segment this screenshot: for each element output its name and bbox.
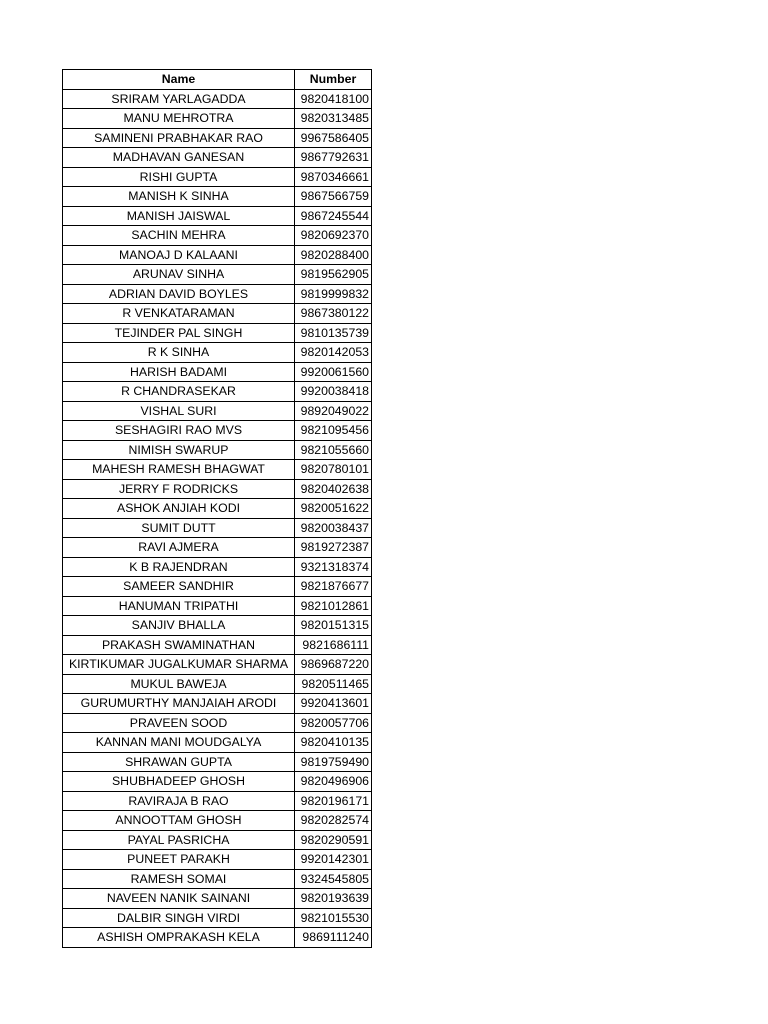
name-cell: ADRIAN DAVID BOYLES [63, 284, 295, 304]
table-row [63, 226, 372, 246]
name-cell: ANNOOTTAM GHOSH [63, 811, 295, 831]
table-row [63, 674, 372, 694]
number-cell: 9820780101 [295, 460, 372, 480]
table-row [63, 265, 372, 285]
name-cell: SHRAWAN GUPTA [63, 752, 295, 772]
table-row [63, 811, 372, 831]
table-row [63, 499, 372, 519]
table-row [63, 167, 372, 187]
number-cell: 9820051622 [295, 499, 372, 519]
number-cell: 9810135739 [295, 323, 372, 343]
number-cell: 9867380122 [295, 304, 372, 324]
number-cell: 9820418100 [295, 89, 372, 109]
number-cell: 9869687220 [295, 655, 372, 675]
table-header-row [63, 70, 372, 90]
table-row [63, 869, 372, 889]
table-row [63, 362, 372, 382]
name-cell: MANU MEHROTRA [63, 109, 295, 129]
name-cell: MUKUL BAWEJA [63, 674, 295, 694]
name-cell: NIMISH SWARUP [63, 440, 295, 460]
name-cell: RAMESH SOMAI [63, 869, 295, 889]
name-cell: RAVI AJMERA [63, 538, 295, 558]
table-row [63, 752, 372, 772]
table-row [63, 928, 372, 948]
name-cell: SESHAGIRI RAO MVS [63, 421, 295, 441]
name-cell: SACHIN MEHRA [63, 226, 295, 246]
number-cell: 9820193639 [295, 889, 372, 909]
number-cell: 9819999832 [295, 284, 372, 304]
number-cell: 9820402638 [295, 479, 372, 499]
table-row [63, 343, 372, 363]
name-cell: R K SINHA [63, 343, 295, 363]
name-cell: MAHESH RAMESH BHAGWAT [63, 460, 295, 480]
number-cell: 9920038418 [295, 382, 372, 402]
number-cell: 9821055660 [295, 440, 372, 460]
name-cell: SAMINENI PRABHAKAR RAO [63, 128, 295, 148]
table-body [63, 89, 372, 947]
name-cell: ARUNAV SINHA [63, 265, 295, 285]
name-cell: SUMIT DUTT [63, 518, 295, 538]
number-cell: 9920061560 [295, 362, 372, 382]
number-cell: 9920413601 [295, 694, 372, 714]
name-cell: MANOAJ D KALAANI [63, 245, 295, 265]
number-cell: 9821686111 [295, 635, 372, 655]
number-cell: 9820511465 [295, 674, 372, 694]
table-row [63, 284, 372, 304]
name-cell: ASHOK ANJIAH KODI [63, 499, 295, 519]
number-cell: 9867792631 [295, 148, 372, 168]
name-cell: JERRY F RODRICKS [63, 479, 295, 499]
name-cell: R CHANDRASEKAR [63, 382, 295, 402]
table-row [63, 206, 372, 226]
number-cell: 9821876677 [295, 577, 372, 597]
table-row [63, 401, 372, 421]
column-header-name: Name [63, 70, 295, 90]
number-cell: 9867245544 [295, 206, 372, 226]
table-row [63, 557, 372, 577]
name-cell: PUNEET PARAKH [63, 850, 295, 870]
table-row [63, 850, 372, 870]
name-cell: PRAVEEN SOOD [63, 713, 295, 733]
name-cell: DALBIR SINGH VIRDI [63, 908, 295, 928]
number-cell: 9820057706 [295, 713, 372, 733]
name-cell: PAYAL PASRICHA [63, 830, 295, 850]
table-row [63, 616, 372, 636]
name-cell: GURUMURTHY MANJAIAH ARODI [63, 694, 295, 714]
number-cell: 9869111240 [295, 928, 372, 948]
number-cell: 9821012861 [295, 596, 372, 616]
number-cell: 9321318374 [295, 557, 372, 577]
number-cell: 9819272387 [295, 538, 372, 558]
number-cell: 9820496906 [295, 772, 372, 792]
name-cell: VISHAL SURI [63, 401, 295, 421]
table-row [63, 538, 372, 558]
number-cell: 9821095456 [295, 421, 372, 441]
name-cell: KANNAN MANI MOUDGALYA [63, 733, 295, 753]
table-row [63, 908, 372, 928]
number-cell: 9867566759 [295, 187, 372, 207]
number-cell: 9324545805 [295, 869, 372, 889]
name-cell: K B RAJENDRAN [63, 557, 295, 577]
number-cell: 9820410135 [295, 733, 372, 753]
table-row [63, 460, 372, 480]
table-row [63, 109, 372, 129]
number-cell: 9820313485 [295, 109, 372, 129]
table-row [63, 304, 372, 324]
name-cell: TEJINDER PAL SINGH [63, 323, 295, 343]
name-cell: NAVEEN NANIK SAINANI [63, 889, 295, 909]
table-row [63, 713, 372, 733]
table-row [63, 479, 372, 499]
number-cell: 9820151315 [295, 616, 372, 636]
name-cell: SAMEER SANDHIR [63, 577, 295, 597]
number-cell: 9820282574 [295, 811, 372, 831]
name-cell: SANJIV BHALLA [63, 616, 295, 636]
name-cell: R VENKATARAMAN [63, 304, 295, 324]
table-row [63, 791, 372, 811]
number-cell: 9820196171 [295, 791, 372, 811]
name-cell: PRAKASH SWAMINATHAN [63, 635, 295, 655]
number-cell: 9821015530 [295, 908, 372, 928]
table-row [63, 694, 372, 714]
number-cell: 9820290591 [295, 830, 372, 850]
name-cell: KIRTIKUMAR JUGALKUMAR SHARMA [63, 655, 295, 675]
number-cell: 9870346661 [295, 167, 372, 187]
number-cell: 9820288400 [295, 245, 372, 265]
name-cell: HARISH BADAMI [63, 362, 295, 382]
number-cell: 9820692370 [295, 226, 372, 246]
number-cell: 9820142053 [295, 343, 372, 363]
name-cell: SRIRAM YARLAGADDA [63, 89, 295, 109]
table-row [63, 830, 372, 850]
name-cell: SHUBHADEEP GHOSH [63, 772, 295, 792]
table-row [63, 577, 372, 597]
table-row [63, 518, 372, 538]
name-cell: ASHISH OMPRAKASH KELA [63, 928, 295, 948]
number-cell: 9892049022 [295, 401, 372, 421]
name-cell: HANUMAN TRIPATHI [63, 596, 295, 616]
table-row [63, 89, 372, 109]
table-row [63, 128, 372, 148]
name-cell: RISHI GUPTA [63, 167, 295, 187]
number-cell: 9820038437 [295, 518, 372, 538]
table-row [63, 148, 372, 168]
table-row [63, 596, 372, 616]
table-row [63, 772, 372, 792]
number-cell: 9819562905 [295, 265, 372, 285]
name-cell: MADHAVAN GANESAN [63, 148, 295, 168]
table-row [63, 245, 372, 265]
table-row [63, 382, 372, 402]
table-row [63, 323, 372, 343]
table-row [63, 655, 372, 675]
table-row [63, 733, 372, 753]
name-cell: MANISH K SINHA [63, 187, 295, 207]
table-row [63, 187, 372, 207]
contacts-table [62, 69, 372, 948]
table-row [63, 889, 372, 909]
name-cell: RAVIRAJA B RAO [63, 791, 295, 811]
column-header-number: Number [295, 70, 372, 90]
number-cell: 9819759490 [295, 752, 372, 772]
number-cell: 9967586405 [295, 128, 372, 148]
name-cell: MANISH JAISWAL [63, 206, 295, 226]
table-row [63, 635, 372, 655]
number-cell: 9920142301 [295, 850, 372, 870]
table-row [63, 440, 372, 460]
table-row [63, 421, 372, 441]
